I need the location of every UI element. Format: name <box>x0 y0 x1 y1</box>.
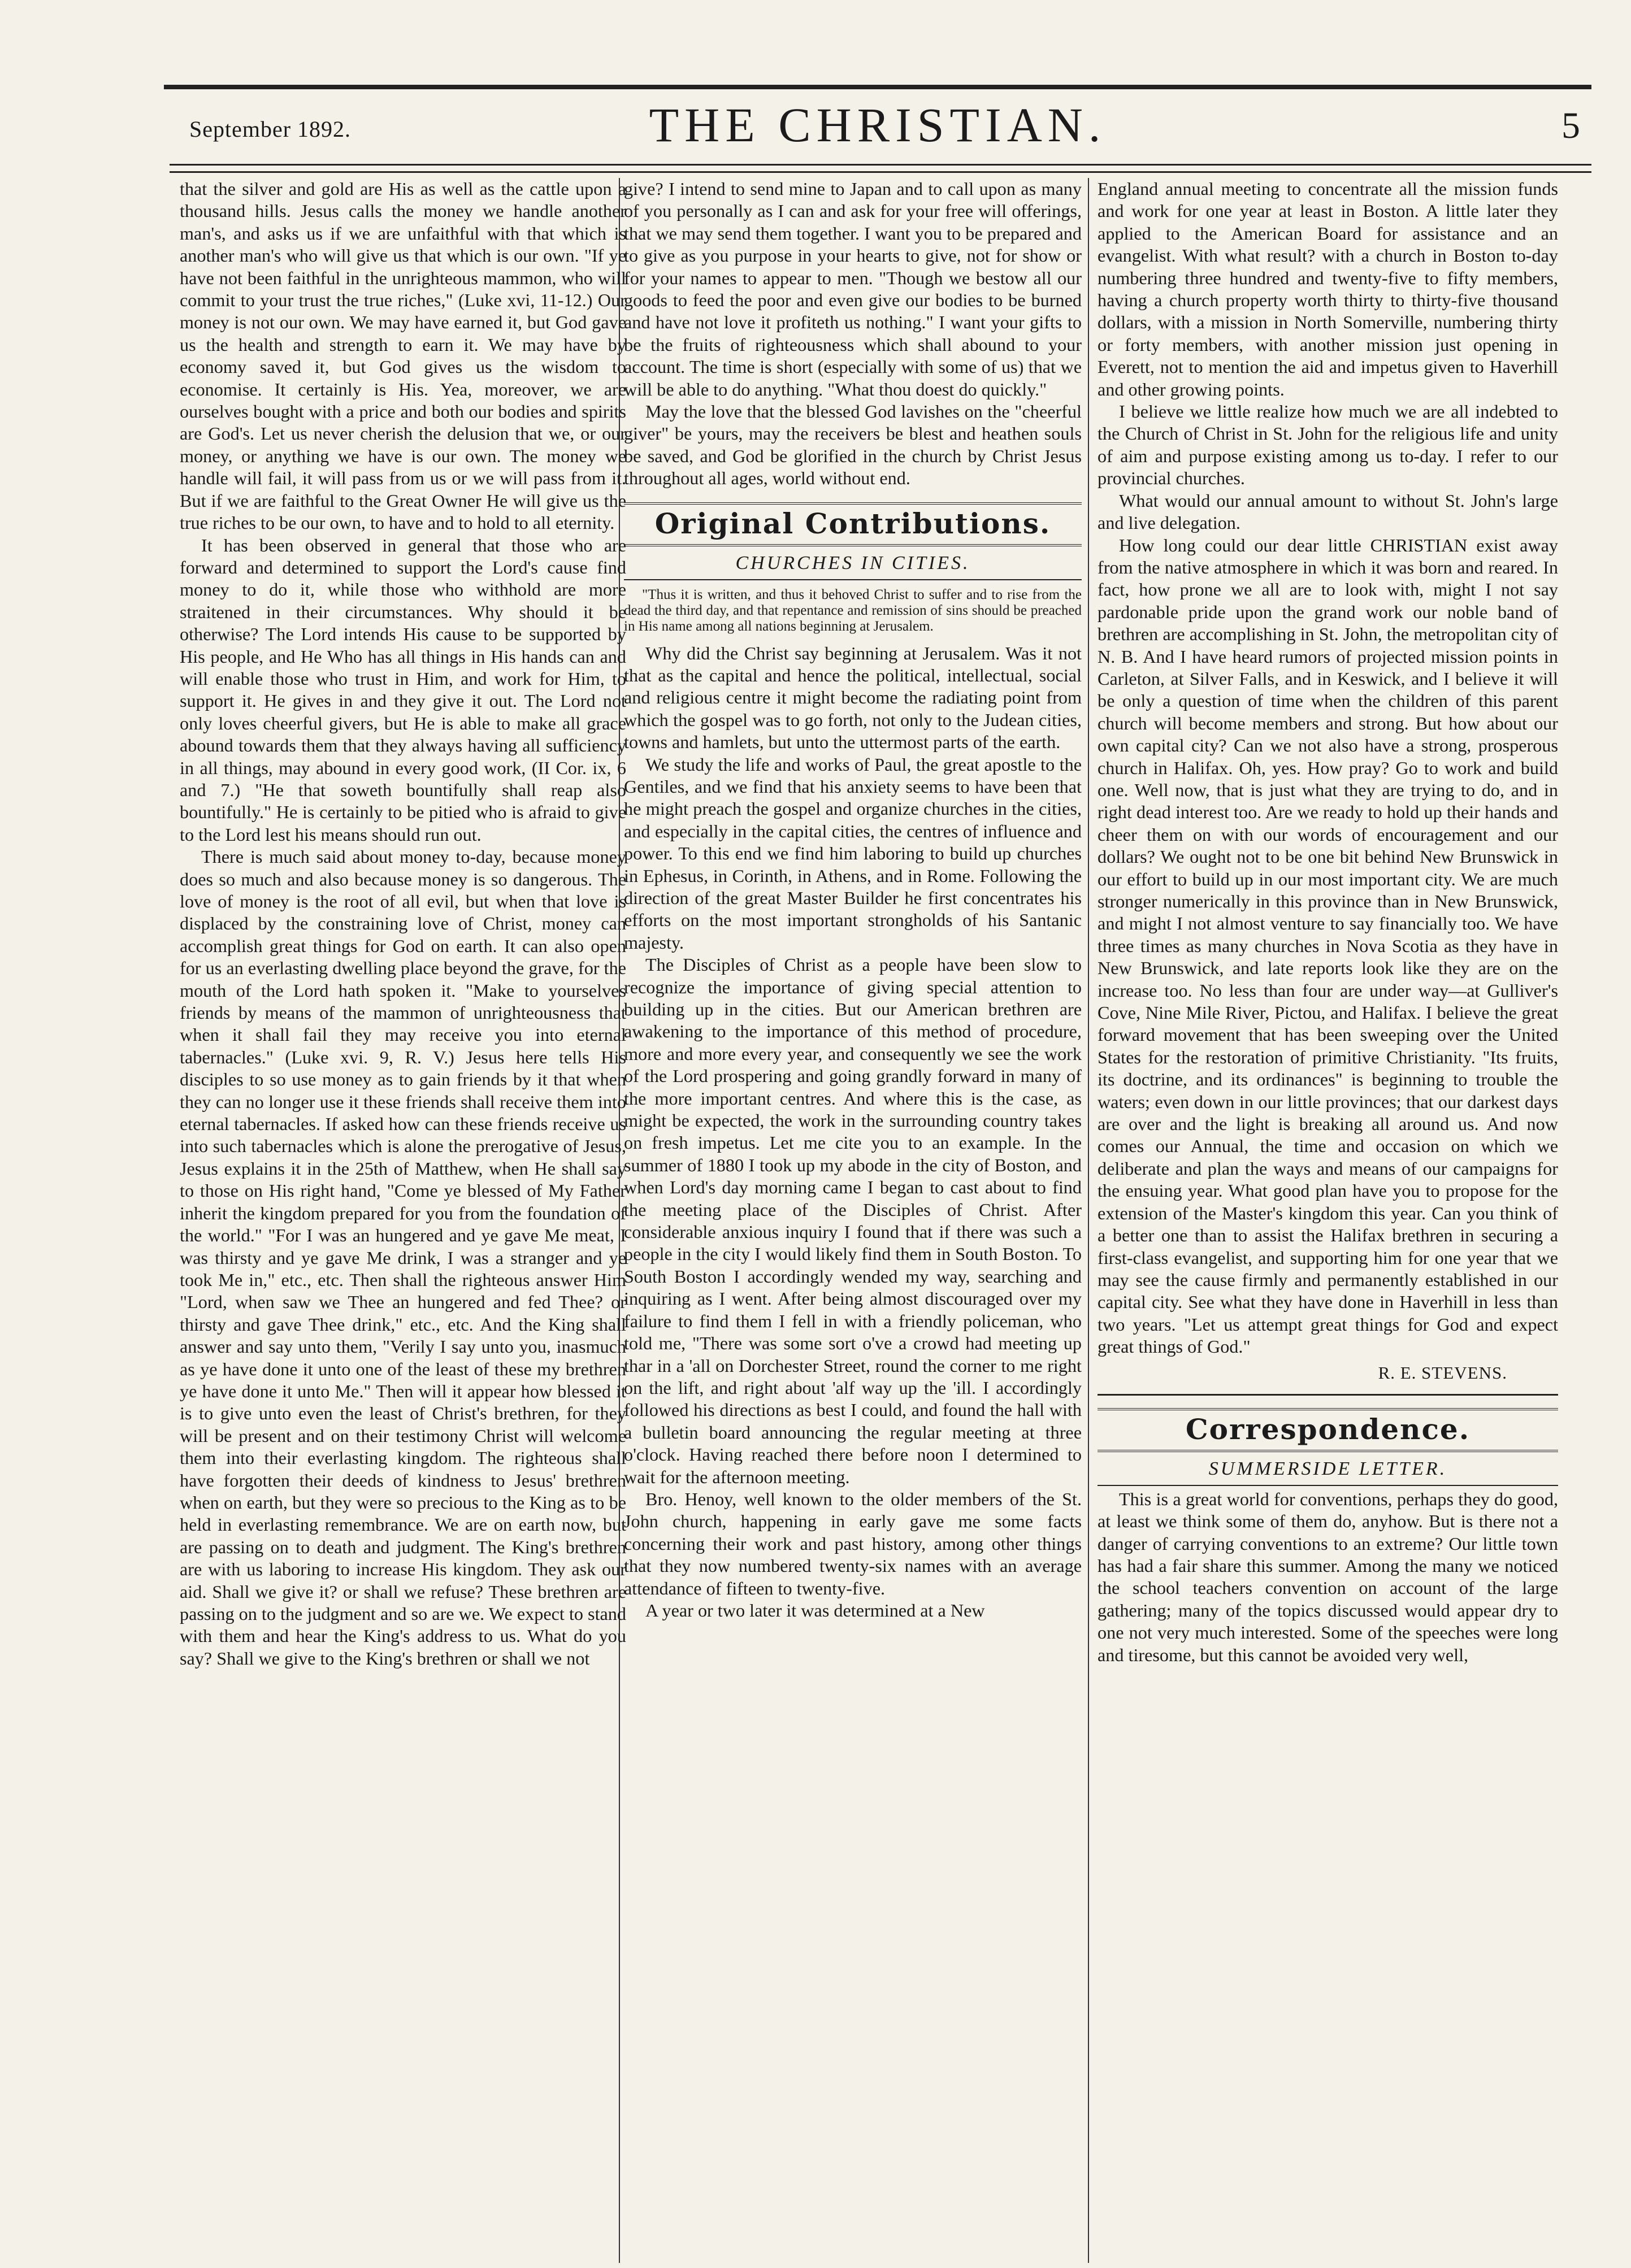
paragraph: There is much said about money to-day, because money does so much and also because money is so dangerous. The love of money is the root of all evil, but when that love is displaced by the constraining love of Christ, money can accomplish great things for God on earth. It can also open for us an everlasting dwelling place beyond the grave, for the mouth of the Lord hath spoken it. "Make to yourselves friends by means of the mammon of unrighteousness that when it shall fail they may receive you into eternal tabernacles." (Luke xvi. 9, R. V.) Jesus here tells His disciples to so use money as to gain friends by it that when they can no longer use it these friends shall receive them into eternal tabernacles. If asked how can these friends receive us into such tabernacles which is alone the prerogative of Jesus, Jesus explains it in the 25th of Matthew, when He shall say to those on His right hand, "Come ye blessed of My Father inherit the kingdom prepared for you from the foundation of the world." "For I was an hungered and ye gave Me meat, I was thirsty and ye gave Me drink, I was a stranger and ye took Me in," etc., etc. Then shall the righteous answer Him "Lord, when saw we Thee an hungered and fed Thee? or thirsty and gave Thee drink," etc., etc. And the King shall answer and say unto them, "Verily I say unto you, inasmuch as ye have done it unto one of the least of these my brethren ye have done it unto Me." Then will it appear how blessed it is to give unto even the least of Christ's brethren, for they will be present and on their testimony Christ will welcome them into their everlasting kingdom. The righteous shall have forgotten their deeds of kindness to Jesus' brethren when on earth, but they were so precious to the King as to be held in everlasting remembrance. We are on earth now, but are passing on to death and judgment. The King's brethren are with us laboring to increase His kingdom. They ask our aid. Shall we give it? or shall we refuse? These brethren are passing on to the judgment and so are we. We expect to stand with them and hear the King's address to us. What do you say? Shall we give to the King's brethren or shall we not <box>180 846 626 1669</box>
section-title: Correspondence. <box>1185 1412 1470 1446</box>
paragraph: England annual meeting to concentrate all the mission funds and work for one year at least in Boston. A little later they applied to the American Board for assistance and an evangelist. With what result? with a church in Boston to-day numbering three hundred and twenty-five to fifty members, having a church property worth thirty to thirty-five thousand dollars, with a mission in North Somerville, numbering thirty or forty members, with another mission just opening in Everett, not to mention the aid and impetus given to Haverhill and other growing points. <box>1098 179 1558 399</box>
column-2 <box>624 178 1082 1622</box>
masthead <box>164 93 1591 158</box>
article-title: CHURCHES IN CITIES. <box>624 552 1082 580</box>
masthead-rule <box>170 164 1591 173</box>
issue-date: September 1892. <box>189 116 352 142</box>
top-rule <box>164 85 1591 89</box>
paragraph: How long could our dear little CHRISTIAN exist away from the native atmosphere in which it was born and reared. In fact, how prone we all are to look with, might I not say pardonable pride upon the grand work our noble band of brethren are accomplishing in St. John, the metropolitan city of N. B. And I have heard rumors of projected mission points in Carleton, at Silver Falls, and in Keswick, and I believe it will be only a question of time when the children of this parent church will become members and strong. But how about our own capital city? Can we not also have a strong, prosperous church in Halifax. Oh, yes. How pray? Go to work and build one. Well now, that is just what they are trying to do, and in right dead interest too. Are we ready to hold up their hands and cheer them on with our words of encouragement and our dollars? We ought not to be one bit behind New Brunswick in our effort to build up in our most important city. We are much stronger numerically in this province than in New Brunswick, and might I not almost venture to say financially too. We have three times as many churches in Nova Scotia as they have in New Brunswick, and late reports look like they are on the increase too. No less than four are under way—at Gulliver's Cove, Nine Mile River, Pictou, and Halifax. I believe the great forward movement that has been sweeping over the United States for the restoration of primitive Christianity. "Its fruits, its doctrine, and its ordinances" is beginning to trouble the waters; even down in our little provinces; that our darkest days are over and the light is breaking all around us. And now comes our Annual, the time and occasion on which we deliberate and plan the ways and means of our campaigns for the ensuing year. What good plan have you to propose for the extension of the Master's kingdom this year. Can you think of a better one than to assist the Halifax brethren in securing a first-class evangelist, and supporting him for one year that we may see the cause firmly and permanently established in our capital city. See what they have done in Haverhill in less than two years. "Let us attempt great things for God and expect great things of God." <box>1098 535 1558 1357</box>
paragraph: It has been observed in general that those who are forward and determined to support the Lord's cause find money to do it, while those who withhold are more straitened in their circumstances. Why should it be otherwise? The Lord intends His cause to be supported by His people, and He Who has all things in His hands can and will enable those who trust in Him, and work for Him, to support it. He gives in and they give it out. The Lord not only loves cheerful givers, but He is able to make all grace abound towards them that they always having all sufficiency in all things, may abound in every good work, (II Cor. ix, 6 and 7.) "He that soweth bountifully shall reap also bountifully." He is certainly to be pitied who is afraid to give to the Lord lest his means should run out. <box>180 535 626 845</box>
section-heading <box>624 502 1082 546</box>
paragraph: This is a great world for conventions, perhaps they do good, at least we think some of them do, anyhow. But is there not a danger of carrying conventions to an extreme? Our little town has had a fair share this summer. Among the many we noticed the school teachers convention on account of the large gathering; many of the topics discussed would appear dry to one not very much interested. Some of the speeches were long and tiresome, but this cannot be avoided very well, <box>1098 1488 1558 1665</box>
section-heading <box>1098 1408 1558 1452</box>
paragraph: We study the life and works of Paul, the great apostle to the Gentiles, and we find that his anxiety seems to have been that he might preach the gospel and organize churches in the cities, and especially in the capital cities, the centres of influence and power. To this end we find him laboring to build up churches in Ephesus, in Corinth, in Athens, and in Rome. Following the direction of the great Master Builder he first concentrates his efforts on the most important strongholds of his Santanic majesty. <box>624 754 1082 953</box>
paragraph: What would our annual amount to without St. John's large and live delegation. <box>1098 490 1558 533</box>
divider <box>1098 1394 1558 1396</box>
author-signature: R. E. STEVENS. <box>1378 1362 1507 1383</box>
section-title: Original Contributions. <box>654 506 1051 540</box>
paragraph: The Disciples of Christ as a people have been slow to recognize the importance of giving special attention to building up in the cities. But our American brethren are awakening to the importance of this method of procedure, more and more every year, and consequently we see the work of the Lord prospering and going grandly forward in many of the more important centres. And where this is the case, as might be expected, the work in the surrounding country takes on fresh impetus. Let me cite you to an example. In the summer of 1880 I took up my abode in the city of Boston, and when Lord's day morning came I began to cast about to find the meeting place of the Disciples of Christ. After considerable anxious inquiry I found that if there was such a people in the city I would likely find them in South Boston. To South Boston I accordingly wended my way, searching and inquiring as I went. After being almost discouraged over my failure to find them I fell in with a friendly policeman, who told me, "There was some sort o've a crowd had meeting up thar in a 'all on Dorchester Street, round the corner to me right on the lift, and right about 'alf way up the 'ill. I accordingly followed his directions as best I could, and found the hall with a bulletin board announcing the regular meeting at three o'clock. Having reached there before noon I determined to wait for the afternoon meeting. <box>624 954 1082 1487</box>
paragraph: May the love that the blessed God lavishes on the "cheerful giver" be yours, may the receivers be blest and heathen souls be saved, and God be glorified in the church by Christ Jesus throughout all ages, world without end. <box>624 401 1082 489</box>
newspaper-title: THE CHRISTIAN. <box>649 98 1107 152</box>
article-title: SUMMERSIDE LETTER. <box>1098 1458 1558 1485</box>
column-divider <box>1088 178 1089 2263</box>
paragraph: that the silver and gold are His as well as the cattle upon a thousand hills. Jesus calls the money we handle another man's, and asks us if we are unfaithful with that which is another man's who will give us that which is our own. "If ye have not been faithful in the unrighteous mammon, who will commit to your trust the true riches," (Luke xvi, 11-12.) Our money is not our own. We may have earned it, but God gave us the health and strength to earn it. We may have by economy saved it, but God gives us the wisdom to economise. It certainly is His. Yea, moreover, we are ourselves bought with a price and both our bodies and spirits are God's. Let us never cherish the delusion that we, or our money, or anything we have is our own. The money we handle will fail, it will pass from us or we will pass from it. But if we are faithful to the Great Owner He will give us the true riches to be our own, to have and to hold to all eternity. <box>180 179 626 533</box>
column-1 <box>180 178 626 1670</box>
paragraph: give? I intend to send mine to Japan and to call upon as many of you personally as I can and ask for your free will offerings, that we may send them together. I want you to be prepared and to give as you purpose in your hearts to give, not for show or for your names to appear to men. "Though we bestow all our goods to feed the poor and even give our bodies to be burned and have not love it profiteth us nothing." I want your gifts to be the fruits of righteousness which shall abound to your account. The time is short (especially with some of us) that we will be able to do anything. "What thou doest do quickly." <box>624 179 1082 399</box>
epigraph: "Thus it is written, and thus it behoved Christ to suffer and to rise from the dead the third day, and that repentance and remission of sins should be preached in His name among all nations beginning at Jerusalem. <box>624 586 1082 634</box>
paragraph: Why did the Christ say beginning at Jerusalem. Was it not that as the capital and hence the political, intellectual, social and religious centre it might become the radiating point from which the gospel was to go forth, not only to the Judean cities, towns and hamlets, but unto the uttermost parts of the earth. <box>624 642 1082 753</box>
page-number: 5 <box>1561 105 1580 146</box>
paragraph: Bro. Henoy, well known to the older members of the St. John church, happening in early gave me some facts concerning their work and past history, among other things that they now numbered twenty-six names with an average attendance of fifteen to twenty-five. <box>624 1488 1082 1598</box>
paragraph: A year or two later it was determined at a New <box>645 1600 985 1620</box>
paragraph: I believe we little realize how much we are all indebted to the Church of Christ in St. John for the religious life and unity of aim and purpose existing among us to-day. I refer to our provincial churches. <box>1098 401 1558 489</box>
column-3 <box>1098 178 1558 1666</box>
